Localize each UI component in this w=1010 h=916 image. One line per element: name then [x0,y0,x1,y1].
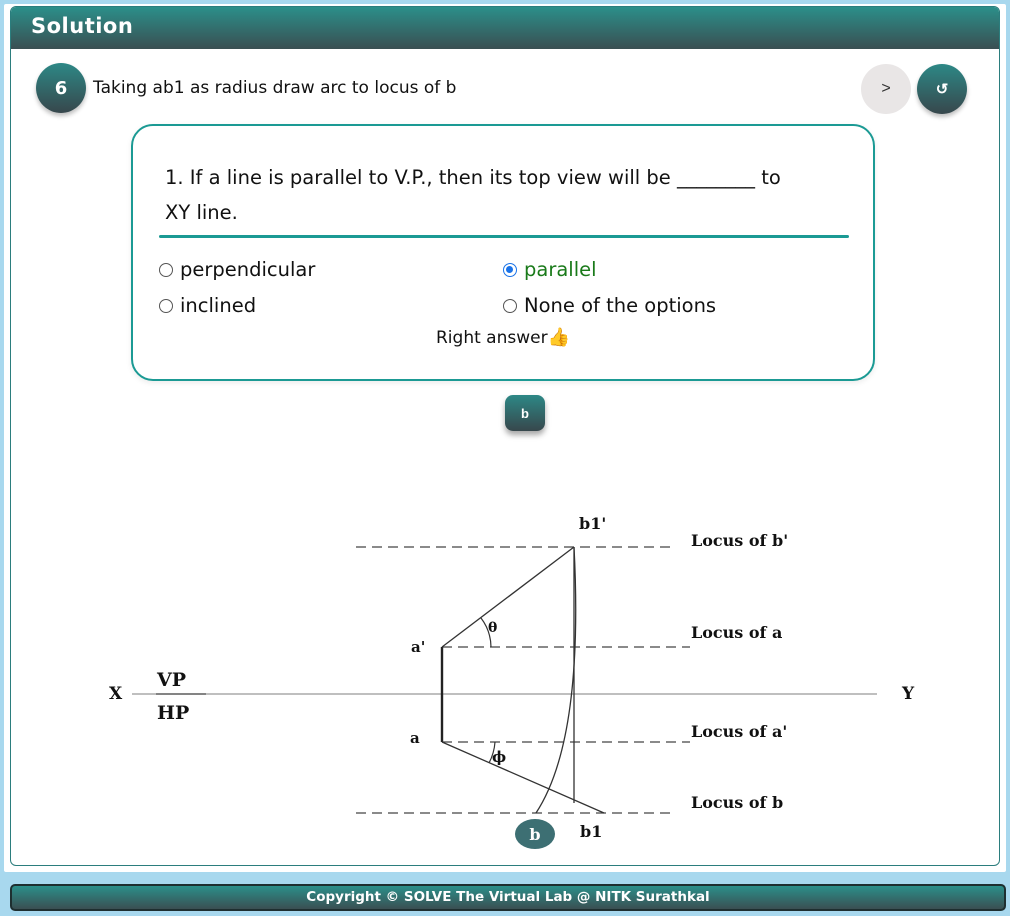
label-x: X [109,684,123,704]
radius-arc [536,547,576,813]
reset-icon[interactable]: ↺ [917,64,967,114]
label-locus-a: Locus of a [691,623,783,642]
label-locus-b-prime: Locus of b' [691,531,789,550]
question-line-1: 1. If a line is parallel to V.P., then its top view will be ________ to [165,166,781,189]
step-number-badge: 6 [36,63,86,113]
label-vp: VP [157,669,187,691]
front-view-line [442,547,574,647]
label-a-prime: a' [411,638,426,656]
step-instruction: Taking ab1 as radius draw arc to locus of b [93,78,457,98]
label-locus-b: Locus of b [691,793,784,812]
option-label: inclined [180,294,257,317]
top-view-line [442,742,604,813]
label-b1: b1 [580,822,603,841]
label-b-marker: b [529,825,541,844]
label-hp: HP [157,702,190,724]
feedback-text: Right answer [436,328,548,348]
solution-title: Solution [31,14,134,38]
copyright-text: Copyright © SOLVE The Virtual Lab @ NITK Surathkal [306,889,710,905]
option-label: perpendicular [180,258,316,281]
question-line-2: XY line. [165,201,238,224]
label-locus-a-prime: Locus of a' [691,722,788,741]
footer-bar [10,884,1006,911]
label-a: a [410,729,420,747]
label-b1-prime: b1' [579,514,607,533]
option-label: None of the options [524,294,717,317]
label-phi: ϕ [492,748,507,766]
show-b-button[interactable]: b [505,395,545,431]
thumbs-up-icon: 👍 [547,327,570,348]
option-label: parallel [524,258,597,281]
label-theta: θ [488,620,498,636]
next-step-button[interactable]: > [861,64,911,114]
label-y: Y [902,684,915,704]
